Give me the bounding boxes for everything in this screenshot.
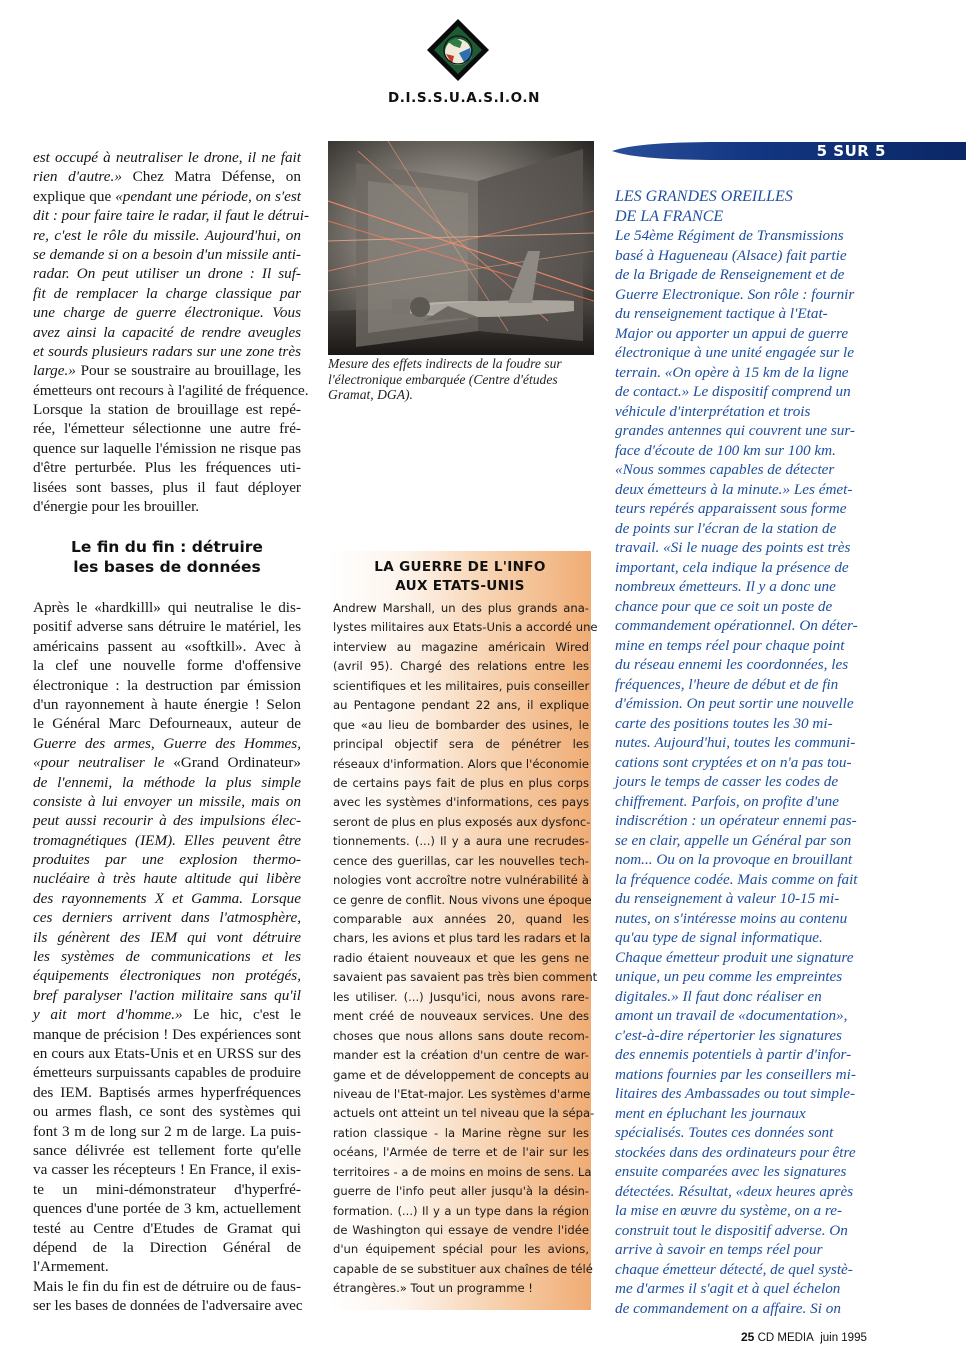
text-line: formation. (...) Il y a un type dans la région: [333, 1203, 589, 1218]
text-line: ment créé de nouveaux services. Une des: [333, 1009, 589, 1024]
banner-label: 5 SUR 5: [816, 142, 886, 160]
text-line: carte des positions toutes les 30 mi-: [615, 714, 833, 732]
text-line: rée, l'émetteur sélectionne une autre fré-: [33, 420, 301, 438]
text-line: nutes, on s'intéresse moins au contenu: [615, 909, 848, 927]
text-line: principal objectif sera de pénétrer les: [333, 737, 589, 752]
text-line: tromagnétiques (IEM). Elles peuvent être: [33, 831, 301, 849]
text-line: réseaux d'information. Alors que l'économie: [333, 756, 590, 771]
text-line: cations sont cryptées et on n'a pas tou-: [615, 753, 852, 771]
text-line: américains passent au «softkill». Avec à: [33, 637, 301, 655]
text-line: et sourds plusieurs radars sur une zone très: [33, 342, 301, 360]
text-line: de certains pays fait de plus en plus corps: [333, 775, 589, 790]
text-line: détectées. Résultat, «deux heures après: [615, 1182, 854, 1200]
text-line: Major ou apporter un appui de guerre: [615, 324, 849, 342]
text-line: ensuite comparées avec les signatures: [615, 1163, 847, 1180]
text-line: Guerre des armes, Guerre des Hommes,: [33, 734, 301, 752]
text-line: fréquences, l'heure de début et de fin: [615, 675, 839, 693]
text-line: qu'au type de signal informatique.: [615, 929, 823, 946]
col1-text-top: [33, 148, 310, 516]
text-line: des ennemis potentiels à partir d'infor-: [615, 1046, 852, 1063]
text-line: ces derniers arrivent dans l'atmosphère,: [33, 909, 301, 927]
col1-heading: [33, 538, 301, 577]
text-line: du réseau ennemi les coordonnées, les: [615, 656, 849, 673]
text-line: manque de précision ! Des expériences sont: [33, 1025, 301, 1043]
footer: [741, 1330, 867, 1344]
text-line: d'énergie pour les brouiller.: [33, 498, 200, 516]
text-line: d'émission. On peut sortir une nouvelle: [615, 695, 854, 712]
text-line: re, c'est le rôle du missile. Aujourd'hui, on: [33, 226, 301, 244]
text-line: est occupé à neutraliser le drone, il ne fait: [33, 149, 301, 166]
text-line: Guerre Electronique. Son rôle : fournir: [615, 285, 855, 303]
text-line: Après le «hardkilll» qui neutralise le dis-: [33, 599, 301, 616]
sidebar-title-line-1: LA GUERRE DE L'INFO: [374, 559, 546, 575]
text-line: positif adverse sans détruire le matériel, les: [33, 618, 301, 636]
text-line: consiste à lui envoyer un missile, mais on: [33, 792, 301, 810]
text-line: ment en épluchant les journaux: [615, 1104, 806, 1122]
text-line: mations fournies par les conseillers mi-: [615, 1065, 856, 1083]
banner: [612, 141, 966, 161]
col1-heading-line-2: les bases de données: [73, 557, 261, 576]
sidebar-text: [333, 599, 598, 1299]
text-line: tionnements. (...) Il y a aura une recrudes-: [333, 834, 589, 849]
text-line: avez ainsi la capacité de rendre aveugles: [33, 323, 301, 341]
col1-heading-line-1: Le fin du fin : détruire: [71, 538, 263, 556]
text-line: Mais le fin du fin est de détruire ou de faus-: [33, 1277, 301, 1295]
text-line: cence des guerillas, car les nouvelles tech-: [333, 853, 589, 868]
text-line: explique que «pendant une période, on s'est: [33, 187, 301, 205]
text-line: fit de remplacer la charge classique par: [33, 284, 301, 302]
text-line: une charge de guerre électronique. Vous: [33, 304, 301, 322]
text-line: litaires des Ambassades ou tout simple-: [615, 1085, 856, 1102]
text-line: game et de développement de concepts au: [333, 1067, 589, 1082]
text-line: ce genre de conflit. Nous vivons une époque: [333, 892, 592, 907]
text-line: la fréquence codée. Mais comme on fait: [615, 870, 858, 888]
text-line: interview au magazine américain Wired: [333, 639, 589, 654]
text-line: actuels ont atteint un tel niveau que la sépa-: [333, 1106, 595, 1121]
text-line: bref paralyser l'action militaire sans qu'il: [33, 986, 301, 1004]
text-line: ration classique - la Marine règne sur les: [333, 1125, 589, 1140]
text-line: radio étaient nouveaux et que les gens ne: [333, 950, 589, 965]
text-line: lystes militaires aux Etats-Unis a accordé une: [333, 620, 598, 635]
text-line: nombreux émetteurs. Il y a donc une: [615, 578, 836, 595]
text-line: scientifiques et les militaires, puis conseiller: [333, 678, 590, 693]
text-line: mine en temps réel pour chaque point: [615, 636, 845, 654]
page-number: 25: [741, 1330, 755, 1344]
col1-text-bottom: [33, 598, 301, 1315]
magazine-name: CD MEDIA: [757, 1332, 814, 1344]
text-line: territoires - a de moins en moins de sens. La: [333, 1164, 592, 1179]
text-line: choses que nous allons sans doute recom-: [333, 1028, 589, 1043]
text-line: digitales.» Il faut donc réaliser en: [615, 987, 822, 1005]
text-line: mander est la création d'un centre de war-: [333, 1048, 589, 1063]
section-logo-icon: [426, 18, 490, 82]
text-line: du renseignement tactique à l'Etat-: [615, 305, 828, 322]
text-line: me d'armes il s'agit et à quel échelon: [615, 1280, 841, 1297]
section-title: D.I.S.S.U.A.S.I.O.N: [387, 90, 541, 106]
text-line: important, cela indique la présence de: [615, 558, 849, 576]
text-line: que «au lieu de bombarder des usines, le: [333, 717, 589, 732]
text-line: de Washington qui essaye de vendre l'idée: [333, 1223, 589, 1237]
text-line: amont un travail de «documentation»,: [615, 1007, 848, 1024]
text-line: ils génèrent des IEM qui vont détruire: [33, 928, 301, 946]
col3-text: [615, 226, 895, 1318]
text-line: dépend de la Direction Général de: [33, 1238, 301, 1256]
text-line: Chaque émetteur produit une signature: [615, 948, 854, 966]
text-line: le Général Marc Defourneaux, auteur de: [33, 715, 301, 733]
issue-date: juin 1995: [820, 1332, 867, 1344]
text-line: ser les bases de données de l'adversaire avec: [33, 1297, 303, 1315]
text-line: c'est-à-dire répertorier les signatures: [615, 1026, 842, 1044]
text-line: électronique à une unité engagée sur le: [615, 344, 854, 361]
text-line: de contact.» Le dispositif comprend un: [615, 383, 851, 400]
text-line: se en clair, appelle un Général par son: [615, 831, 852, 849]
col3-title: [615, 187, 915, 226]
text-line: de points sur l'écran de la station de: [615, 519, 837, 537]
text-line: la clef une nouvelle forme d'offensive: [33, 657, 301, 675]
text-line: la mise en œuvre du système, on a re-: [615, 1202, 843, 1219]
text-line: basé à Hagueneau (Alsace) fait partie: [615, 246, 847, 264]
text-line: comparable aux années 20, quand les: [333, 912, 589, 926]
text-line: nutes. Aujourd'hui, toutes les communi-: [615, 734, 856, 751]
text-line: électronique : la destruction par émission: [33, 676, 301, 694]
text-line: radar. On peut utiliser un drone : Il suf-: [33, 265, 301, 283]
text-line: l'Armement.: [33, 1258, 109, 1276]
text-line: quences d'une portée de 3 km, actuellement: [33, 1200, 301, 1218]
text-line: nologies vont accroître notre vulnérabilité à: [333, 873, 589, 888]
text-line: dit : pour faire taire le radar, il faut le détrui-: [33, 207, 310, 225]
text-line: d'un équipement spécial pour les avions,: [333, 1242, 589, 1257]
text-line: «Nous sommes capables de détecter: [615, 461, 835, 478]
text-line: chance pour que ce soit un poste de: [615, 597, 833, 615]
text-line: Andrew Marshall, un des plus grands ana-: [333, 601, 589, 615]
text-line: sance délivrée est tellement forte qu'elle: [33, 1141, 301, 1159]
text-line: construit tout le dispositif adverse. On: [615, 1221, 848, 1239]
text-line: savaient pas savaient pas très bien comment: [333, 970, 598, 985]
text-line: d'un rayonnement à haute énergie ! Selon: [33, 695, 301, 713]
text-line: «pour neutraliser le «Grand Ordinateur»: [33, 754, 301, 772]
text-line: chars, les avions et plus tard les radars et la: [333, 931, 591, 946]
text-line: niveau de l'Etat-major. Les systèmes d'arme: [333, 1086, 591, 1101]
text-line: les systèmes de communications et les: [33, 948, 301, 966]
text-line: émetteurs ont recours à l'agilité de fréquence.: [33, 381, 309, 399]
text-line: arrive à savoir en temps réel pour: [615, 1241, 823, 1258]
text-line: font 3 m de long sur 2 m de large. La puis-: [33, 1122, 301, 1140]
text-line: teurs repérés apparaissent sous forme: [615, 500, 847, 517]
text-line: nucléaire à très haute altitude qui libère: [33, 870, 301, 888]
text-line: terrain. «On opère à 15 km de la ligne: [615, 363, 849, 381]
text-line: de commandement on a affaire. Si on: [615, 1299, 841, 1317]
text-line: émetteurs surpuissants capables de produire: [33, 1064, 301, 1082]
text-line: Le 54ème Régiment de Transmissions: [615, 227, 844, 244]
text-line: large.» Pour se soustraire au brouillage, les: [33, 362, 301, 380]
text-line: se demande si on a besoin d'un missile anti-: [33, 245, 301, 263]
text-line: indiscrétion : un opérateur ennemi pas-: [615, 812, 857, 829]
text-line: au Pentagone pendant 22 ans, il explique: [333, 698, 589, 713]
text-line: jours le temps de casser les codes de: [615, 773, 839, 790]
text-line: travail. «Si le nuage des points est très: [615, 539, 851, 556]
col3-title-line-2: DE LA FRANCE: [615, 207, 724, 225]
photo: [328, 141, 594, 355]
sidebar-title: [329, 558, 591, 596]
text-line: te un mini-démonstrateur d'hyperfré-: [33, 1180, 301, 1198]
text-line: capable de se substituer aux chaînes de télé: [333, 1261, 593, 1276]
text-line: Gramat, DGA).: [328, 387, 413, 403]
text-line: commandement opérationnel. On déter-: [615, 617, 858, 634]
text-line: chaque émetteur détecté, de quel systè-: [615, 1260, 853, 1278]
text-line: nom... Ou on la provoque en brouillant: [615, 851, 853, 868]
text-line: y ait mort d'homme.» Le hic, c'est le: [33, 1006, 302, 1024]
text-line: testé au Centre d'Etudes de Gramat qui: [33, 1219, 301, 1237]
text-line: d'être perturbée. Plus les fréquences uti-: [33, 459, 301, 477]
text-line: véhicule d'interprétation et trois: [615, 402, 811, 420]
photo-caption: [328, 356, 596, 403]
text-line: océans, l'Armée de terre et de l'air sur les: [333, 1145, 589, 1160]
sidebar-title-line-2: AUX ETATS-UNIS: [395, 578, 525, 594]
text-line: ou armes flash, ce sont des systèmes qui: [33, 1103, 301, 1121]
text-line: de la Brigade de Renseignement et de: [615, 266, 845, 283]
text-line: des IEM. Baptisés armes hyperfréquences: [33, 1083, 301, 1101]
text-line: étrangères.» Tout un programme !: [333, 1281, 533, 1296]
text-line: peut aussi recourir à des impulsions élec-: [33, 812, 301, 830]
text-line: équipements électroniques non protégés,: [33, 967, 301, 985]
text-line: avec les systèmes d'informations, ces pays: [333, 795, 589, 810]
text-line: en cours aux Etats-Unis et en URSS sur des: [33, 1044, 301, 1062]
text-line: lisées sont basses, plus il faut déployer: [33, 478, 301, 496]
text-line: les utiliser. (...) Jusqu'ici, nous avons rare-: [333, 989, 589, 1004]
text-line: de l'ennemi, la méthode la plus simple: [33, 773, 301, 791]
text-line: Lorsque la station de brouillage est repé-: [33, 401, 301, 419]
text-line: seront de plus en plus exposés aux dysfonc-: [333, 814, 591, 829]
text-line: des rayonnements X et Gamma. Lorsque: [33, 889, 301, 907]
text-line: produites par une explosion thermo-: [33, 851, 301, 869]
text-line: grandes antennes qui couvrent une sur-: [615, 422, 855, 439]
text-line: stockées dans des ordinateurs pour être: [615, 1143, 856, 1161]
col3-title-line-1: LES GRANDES OREILLES: [615, 188, 793, 205]
text-line: chiffrement. Parfois, on profite d'une: [615, 792, 839, 810]
text-line: deux émetteurs à la minute.» Les émet-: [615, 480, 853, 498]
text-line: rien d'autre.» Chez Matra Défense, on: [33, 168, 301, 186]
text-line: quence sur laquelle l'émission ne risque pas: [33, 439, 301, 457]
text-line: spécialisés. Toutes ces données sont: [615, 1124, 834, 1141]
text-line: guerre de l'info peut aller jusqu'à la désin-: [333, 1184, 589, 1199]
text-line: unique, un peu comme les empreintes: [615, 968, 843, 985]
text-line: va casser les récepteurs ! En France, il exis-: [33, 1161, 301, 1179]
text-line: (avril 95). Chargé des relations entre les: [333, 659, 589, 674]
text-line: l'électronique embarquée (Centre d'études: [328, 371, 558, 387]
text-line: du renseignement à valeur 10-15 mi-: [615, 890, 840, 907]
text-line: Mesure des effets indirects de la foudre sur: [328, 356, 562, 371]
text-line: face d'écoute de 100 km sur 100 km.: [615, 441, 836, 459]
